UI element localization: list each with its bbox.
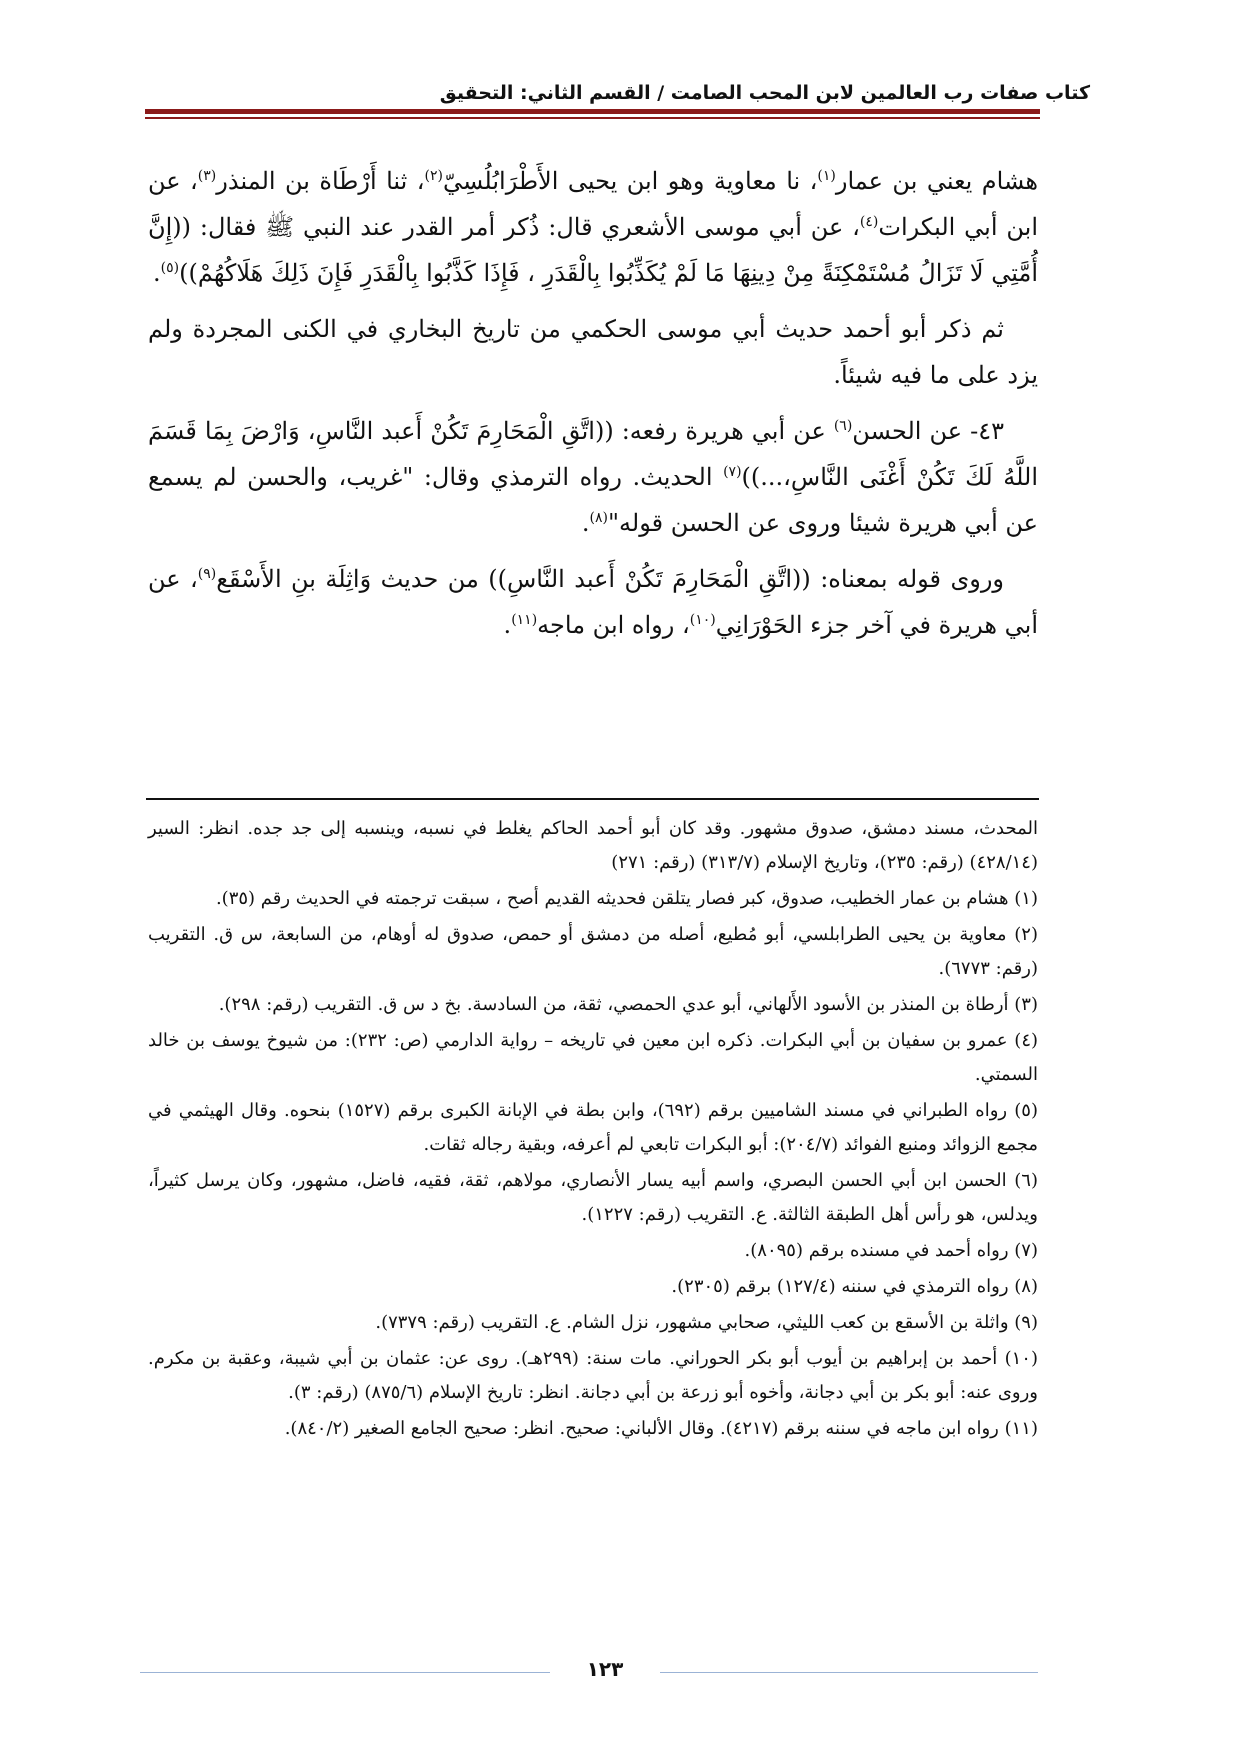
- text-run: هشام يعني بن عمار: [835, 167, 1039, 195]
- footnote-ref: (٥): [160, 260, 180, 276]
- text-run: ٤٣- عن الحسن: [852, 417, 1005, 445]
- footnote-8: (٨) رواه الترمذي في سننه (١٢٧/٤) برقم (٢٣٠٥).: [671, 1276, 1038, 1297]
- text-run: ، ثنا أَرْطَاة بن المنذر: [216, 167, 425, 195]
- footnote-7: (٧) رواه أحمد في مسنده برقم (٨٠٩٥).: [744, 1240, 1038, 1261]
- footer-rule-left: [140, 1672, 550, 1673]
- footnote-ref: (٨): [589, 510, 608, 526]
- footnote-ref: (١١): [511, 612, 538, 628]
- footnote-ref: (٤): [859, 214, 879, 230]
- text-run: ، عن ابن أبي البكرات: [148, 167, 1038, 241]
- footnote-3: (٣) أرطاة بن المنذر بن الأسود الأَلهاني، أبو عدي الحمصي، ثقة، من السادسة. بخ د س ق. التقريب (رقم: ٢٩٨).: [218, 994, 1038, 1015]
- text-run: ، عن أبي هريرة في آخر جزء الحَوْرَانِي: [148, 565, 1038, 639]
- text-run: .: [153, 259, 161, 287]
- footnote-ref: (٢): [424, 168, 443, 184]
- footnotes-section: [148, 812, 1038, 1448]
- page-number: ١٢٣: [586, 1657, 624, 1681]
- main-text: [148, 158, 1038, 658]
- footnote-10: (١٠) أحمد بن إبراهيم بن أيوب أبو بكر الحوراني. مات سنة: (٢٩٩هـ). روى عن: عثمان بن أبي شيبة، وعقبة بن مكرم. وروى عنه: أبو بكر بن أبي دجانة، وأخوه أبو زرعة بن أبي دجانة. انظر: تاريخ الإسلام (٨٧٥/٦) (رقم: ٣).: [148, 1348, 1038, 1403]
- text-run: وروى قوله بمعناه: ((اتَّقِ الْمَحَارِمَ تَكُنْ أَعبد النَّاسِ)) من حديث وَاثِلَة بنِ الأَسْقَع: [216, 565, 1004, 593]
- footnote-2: (٢) معاوية بن يحيى الطرابلسي، أبو مُطيع، أصله من دمشق أو حمص، صدوق له أوهام، من السابعة، س ق. التقريب (رقم: ٦٧٧٣).: [148, 924, 1038, 979]
- paragraph-3: [148, 408, 1038, 546]
- footnote-ref: (٩): [197, 566, 217, 582]
- text-run: ، عن أبي موسى الأشعري قال: ذُكر أمر القدر عند النبي ﷺ فقال: ((إِنَّ أُمَّتِي لَا تَزَالُ مُسْتَمْكِنَةً مِنْ دِينِهَا مَا لَمْ يُكَذِّبُوا بِالْقَدَرِ ، فَإِذَا كَذَّبُوا بِالْقَدَرِ فَإِنَ ذَلِكَ هَلَاكُهُمْ)): [148, 213, 1038, 287]
- footnote-11: (١١) رواه ابن ماجه في سننه برقم (٤٢١٧). وقال الألباني: صحيح. انظر: صحيح الجامع الصغير (٨٤٠/٢).: [284, 1418, 1038, 1439]
- header-rule-thin: [145, 117, 1040, 119]
- paragraph-2: ثم ذكر أبو أحمد حديث أبي موسى الحكمي من تاريخ البخاري في الكنى المجردة ولم يزد على ما فيه شيئاً.: [148, 315, 1038, 389]
- text-run: عن أبي هريرة رفعه: ((اتَّقِ الْمَحَارِمَ تَكُنْ أَعبد النَّاسِ، وَارْضَ بِمَا قَسَمَ اللَّهُ لَكَ تَكُنْ أَغْنَى النَّاسِ،...)): [148, 417, 1038, 491]
- text-run: ، نا معاوية وهو ابن يحيى الأَطْرَابُلُسِيّ: [443, 167, 818, 195]
- footnote-1: (١) هشام بن عمار الخطيب، صدوق، كبر فصار يتلقن فحديثه القديم أصح ، سبقت ترجمته في الحديث رقم (٣٥).: [215, 888, 1038, 909]
- footnote-ref: (٣): [197, 168, 217, 184]
- footer-rule-right: [660, 1672, 1038, 1673]
- running-header-title: كتاب صفات رب العالمين لابن المحب الصامت / القسم الثاني: التحقيق: [439, 82, 1090, 104]
- footnote-ref: (٦): [833, 418, 853, 434]
- footnote-6: (٦) الحسن ابن أبي الحسن البصري، واسم أبيه يسار الأنصاري، مولاهم، ثقة، فقيه، فاضل، مشهور، وكان يرسل كثيراً، ويدلس، هو رأس أهل الطبقة الثالثة. ع. التقريب (رقم: ١٢٢٧).: [148, 1170, 1038, 1225]
- footnote-separator: [146, 798, 1039, 800]
- footnote-ref: (٧): [723, 464, 742, 480]
- footnote-continued: المحدث، مسند دمشق، صدوق مشهور. وقد كان أبو أحمد الحاكم يغلط في نسبه، وينسبه إلى جد جده. انظر: السير (٤٢٨/١٤) (رقم: ٢٣٥)، وتاريخ الإسلام (٣١٣/٧) (رقم: ٢٧١): [148, 818, 1038, 873]
- footnote-4: (٤) عمرو بن سفيان بن أبي البكرات. ذكره ابن معين في تاريخه – رواية الدارمي (ص: ٢٣٢): من شيوخ يوسف بن خالد السمتي.: [148, 1030, 1039, 1085]
- text-run: .: [503, 611, 512, 639]
- paragraph-1: [148, 158, 1038, 296]
- footnote-9: (٩) واثلة بن الأسقع بن كعب الليثي، صحابي مشهور، نزل الشام. ع. التقريب (رقم: ٧٣٧٩).: [375, 1312, 1038, 1333]
- footnote-ref: (١): [817, 168, 836, 184]
- text-run: ، رواه ابن ماجه: [537, 611, 690, 639]
- header-rule-thick: [145, 109, 1040, 114]
- footnote-ref: (١٠): [689, 612, 716, 628]
- paragraph-4: [148, 556, 1038, 648]
- text-run: الحديث. رواه الترمذي وقال: "غريب، والحسن لم يسمع عن أبي هريرة شيئا وروى عن الحسن قوله": [148, 463, 1038, 537]
- text-run: .: [581, 509, 590, 537]
- footnote-5: (٥) رواه الطبراني في مسند الشاميين برقم (٦٩٢)، وابن بطة في الإبانة الكبرى برقم (١٥٢٧) بنحوه. وقال الهيثمي في مجمع الزوائد ومنبع الفوائد (٢٠٤/٧): أبو البكرات تابعي لم أعرفه، وبقية رجاله ثقات.: [148, 1100, 1038, 1155]
